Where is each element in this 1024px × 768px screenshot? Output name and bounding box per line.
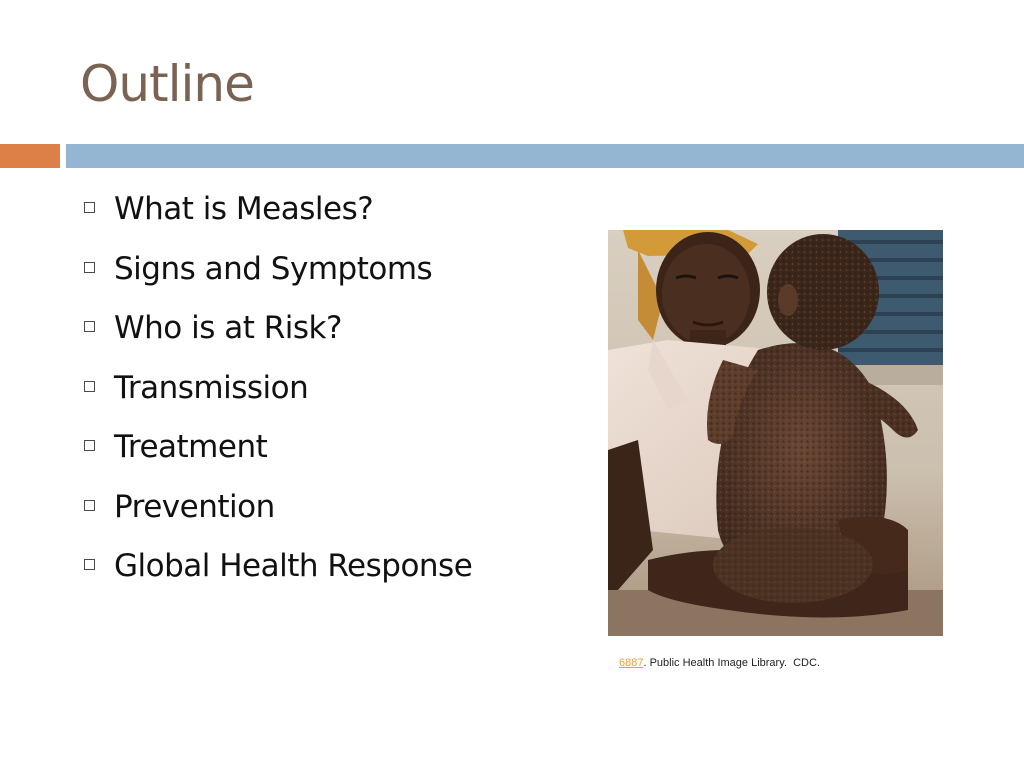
bullet-text: Signs and Symptoms xyxy=(114,250,433,287)
list-item xyxy=(80,484,472,544)
bullet-text: Treatment xyxy=(114,429,268,465)
bullet-text: What is Measles? xyxy=(114,191,374,227)
square-bullet-icon xyxy=(84,202,95,213)
source-link[interactable]: 6887 xyxy=(619,657,644,669)
accent-bar-blue xyxy=(66,144,1024,168)
bullet-text: Transmission xyxy=(114,369,309,406)
list-item xyxy=(80,186,472,246)
list-item xyxy=(80,365,472,425)
outline-list xyxy=(80,186,472,603)
bullet-text: Global Health Response xyxy=(114,548,473,584)
square-bullet-icon xyxy=(84,262,95,273)
square-bullet-icon xyxy=(84,321,95,332)
bullet-text: Prevention xyxy=(114,488,275,525)
square-bullet-icon xyxy=(84,440,95,451)
measles-photo xyxy=(608,230,943,636)
list-item xyxy=(80,305,472,365)
list-item xyxy=(80,246,472,306)
square-bullet-icon xyxy=(84,381,95,392)
image-caption xyxy=(619,657,820,669)
accent-bar-orange xyxy=(0,144,60,168)
square-bullet-icon xyxy=(84,500,95,511)
list-item xyxy=(80,424,472,484)
slide-title: Outline xyxy=(80,55,254,113)
bullet-text: Who is at Risk? xyxy=(114,310,342,346)
list-item xyxy=(80,543,472,603)
square-bullet-icon xyxy=(84,559,95,570)
caption-text: . Public Health Image Library. CDC. xyxy=(643,657,820,669)
